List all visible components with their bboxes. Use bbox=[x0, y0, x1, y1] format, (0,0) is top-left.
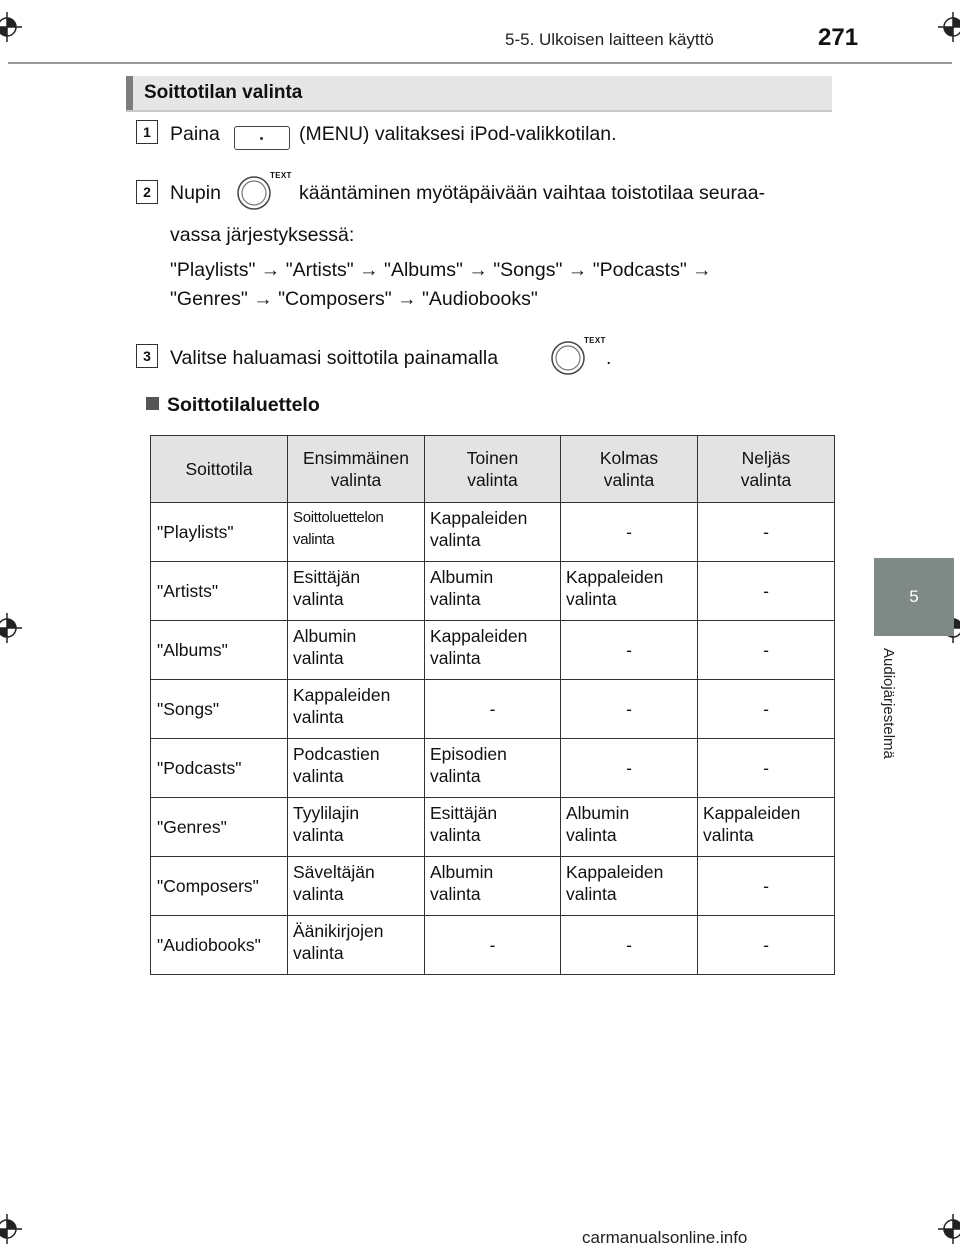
table-cell: - bbox=[698, 503, 835, 562]
table-cell: Episodien valinta bbox=[425, 739, 561, 798]
chapter-label-text: Audiojärjestelmä bbox=[880, 648, 897, 759]
registration-mark-icon bbox=[0, 12, 22, 42]
step-2-text-line2: vassa järjestyksessä: bbox=[170, 224, 355, 246]
table-cell: "Podcasts" bbox=[151, 739, 288, 798]
table-cell: Albumin valinta bbox=[288, 621, 425, 680]
table-cell: Kappaleiden valinta bbox=[425, 621, 561, 680]
table-cell: Albumin valinta bbox=[425, 857, 561, 916]
table-cell: - bbox=[561, 680, 698, 739]
table-cell: "Songs" bbox=[151, 680, 288, 739]
column-header: Toinen valinta bbox=[425, 436, 561, 503]
registration-mark-icon bbox=[938, 12, 960, 42]
text-knob-label: TEXT bbox=[584, 336, 606, 345]
column-header: Soittotila bbox=[151, 436, 288, 503]
square-bullet-icon bbox=[146, 397, 159, 410]
running-header-section: 5-5. Ulkoisen laitteen käyttö bbox=[505, 30, 714, 49]
table-cell: - bbox=[425, 680, 561, 739]
table-cell: - bbox=[698, 739, 835, 798]
table-cell: - bbox=[698, 621, 835, 680]
table-cell: - bbox=[425, 916, 561, 975]
table-cell: - bbox=[698, 916, 835, 975]
table-cell: - bbox=[698, 857, 835, 916]
table-row bbox=[151, 680, 835, 739]
step-1-text-end: (MENU) valitaksesi iPod-valikkotilan. bbox=[299, 123, 617, 145]
table-cell: Kappaleiden valinta bbox=[561, 562, 698, 621]
table-cell: Albumin valinta bbox=[561, 798, 698, 857]
footer-watermark: carmanualsonline.info bbox=[582, 1228, 748, 1247]
section-title-accent bbox=[126, 76, 133, 110]
table-cell: - bbox=[561, 739, 698, 798]
table-cell: Äänikirjojen valinta bbox=[288, 916, 425, 975]
play-mode-table bbox=[150, 435, 835, 975]
column-header: Kolmas valinta bbox=[561, 436, 698, 503]
table-cell: - bbox=[698, 680, 835, 739]
table-cell: - bbox=[561, 916, 698, 975]
step-1-text-start: Paina bbox=[170, 123, 220, 145]
table-cell: Kappaleiden valinta bbox=[425, 503, 561, 562]
step-3-text-end: . bbox=[606, 347, 612, 369]
step-2-mode-order-line1: "Playlists" → "Artists" → "Albums" → "Songs" → "Podcasts" → bbox=[170, 259, 712, 281]
table-cell: - bbox=[561, 503, 698, 562]
table-cell: Kappaleiden valinta bbox=[698, 798, 835, 857]
step-2-text-line1: kääntäminen myötäpäivään vaihtaa toistotilaa seuraa- bbox=[299, 182, 766, 204]
step-number: 3 bbox=[136, 344, 158, 368]
table-cell: - bbox=[561, 621, 698, 680]
step-3-text-start: Valitse haluamasi soittotila painamalla bbox=[170, 347, 499, 369]
table-cell: Soittoluettelon valinta bbox=[288, 503, 425, 562]
table-cell: Podcastien valinta bbox=[288, 739, 425, 798]
page-number: 271 bbox=[818, 24, 859, 51]
column-header: Neljäs valinta bbox=[698, 436, 835, 503]
registration-mark-icon bbox=[0, 1214, 22, 1244]
registration-mark-icon bbox=[938, 1214, 960, 1244]
step-number: 1 bbox=[136, 120, 158, 144]
table-cell: Kappaleiden valinta bbox=[288, 680, 425, 739]
table-cell: "Audiobooks" bbox=[151, 916, 288, 975]
header-divider bbox=[8, 62, 952, 64]
tune-knob-icon bbox=[550, 340, 586, 376]
table-cell: Tyylilajin valinta bbox=[288, 798, 425, 857]
table-header-row bbox=[151, 436, 835, 503]
table-row bbox=[151, 562, 835, 621]
table-cell: Esittäjän valinta bbox=[425, 798, 561, 857]
table-cell: "Artists" bbox=[151, 562, 288, 621]
table-cell: Säveltäjän valinta bbox=[288, 857, 425, 916]
table-cell: Esittäjän valinta bbox=[288, 562, 425, 621]
table-cell: Kappaleiden valinta bbox=[561, 857, 698, 916]
subheading bbox=[146, 394, 320, 417]
section-title: Soittotilan valinta bbox=[144, 82, 303, 103]
chapter-tab: 5 bbox=[874, 558, 954, 636]
table-cell: Albumin valinta bbox=[425, 562, 561, 621]
table-row bbox=[151, 503, 835, 562]
menu-button-icon bbox=[234, 126, 290, 150]
text-knob-label: TEXT bbox=[270, 171, 292, 180]
section-title-bar bbox=[126, 76, 832, 112]
step-2-mode-order-line2: "Genres" → "Composers" → "Audiobooks" bbox=[170, 288, 538, 310]
step-number: 2 bbox=[136, 180, 158, 204]
tune-knob-icon bbox=[236, 175, 272, 211]
registration-mark-icon bbox=[0, 613, 22, 643]
table-cell: "Playlists" bbox=[151, 503, 288, 562]
chapter-label bbox=[880, 648, 904, 788]
table-cell: "Genres" bbox=[151, 798, 288, 857]
table-row bbox=[151, 621, 835, 680]
table-row bbox=[151, 857, 835, 916]
table-row bbox=[151, 916, 835, 975]
step-2-text-start: Nupin bbox=[170, 182, 221, 204]
table-cell: - bbox=[698, 562, 835, 621]
column-header: Ensimmäinen valinta bbox=[288, 436, 425, 503]
table-row bbox=[151, 739, 835, 798]
table-row bbox=[151, 798, 835, 857]
subheading-text: Soittotilaluettelo bbox=[167, 394, 320, 416]
table-cell: "Albums" bbox=[151, 621, 288, 680]
table-cell: "Composers" bbox=[151, 857, 288, 916]
